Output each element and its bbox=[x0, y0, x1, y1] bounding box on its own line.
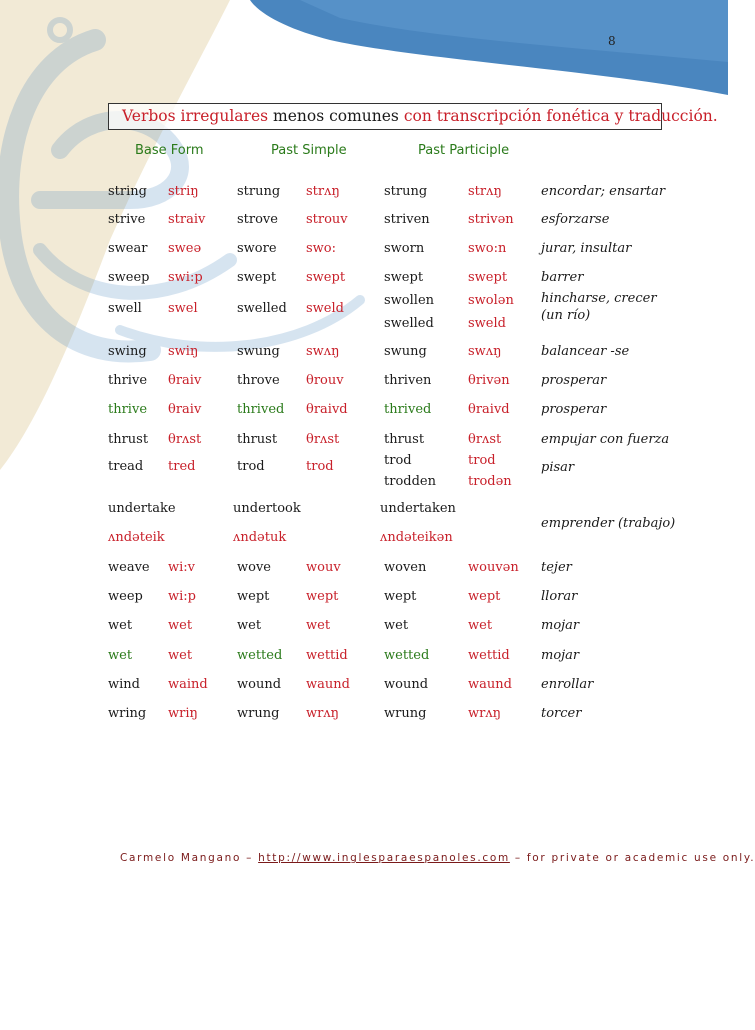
row-wring-past-phonetic: wrʌŋ bbox=[306, 706, 340, 721]
row-string-past-phonetic: strʌŋ bbox=[306, 184, 340, 199]
row-wet-regular-translation: mojar bbox=[541, 648, 580, 663]
row-strive-base-phonetic: straiv bbox=[168, 212, 206, 227]
row-tread-base: tread bbox=[108, 459, 144, 474]
row-swell-base: swell bbox=[108, 301, 142, 316]
row-weep-participle-phonetic: wept bbox=[468, 589, 501, 604]
row-strive-translation: esforzarse bbox=[541, 212, 610, 227]
row-weave-translation: tejer bbox=[541, 560, 572, 575]
row-undertake-past: undertook bbox=[233, 501, 301, 516]
row-tread-base-phonetic: tred bbox=[168, 459, 196, 474]
row-undertake-past-phonetic: ʌndətuk bbox=[233, 530, 287, 545]
row-swell-participle: swollen bbox=[384, 293, 435, 308]
row-sweep-base: sweep bbox=[108, 270, 150, 285]
row-swell-participle-alt-phonetic: sweld bbox=[468, 316, 506, 331]
row-wet-base: wet bbox=[108, 618, 133, 633]
row-swell-past-phonetic: sweld bbox=[306, 301, 344, 316]
row-thrust-participle: thrust bbox=[384, 432, 425, 447]
row-wet-regular-past: wetted bbox=[237, 648, 283, 663]
row-wind-participle-phonetic: waund bbox=[468, 677, 512, 692]
row-tread-past: trod bbox=[237, 459, 265, 474]
row-thrive-regular-past-phonetic: θraivd bbox=[306, 402, 348, 417]
row-string-base: string bbox=[108, 184, 147, 199]
row-swing-past: swung bbox=[237, 344, 280, 359]
row-weave-participle-phonetic: wouvən bbox=[468, 560, 519, 575]
row-wring-participle: wrung bbox=[384, 706, 427, 721]
row-swing-base: swing bbox=[108, 344, 147, 359]
row-thrive-regular-translation: prosperar bbox=[541, 402, 607, 417]
row-tread-past-phonetic: trod bbox=[306, 459, 334, 474]
row-swear-base-phonetic: sweə bbox=[168, 241, 202, 256]
row-thrive-past-phonetic: θrouv bbox=[306, 373, 344, 388]
row-wet-regular-participle-phonetic: wettid bbox=[468, 648, 510, 663]
row-string-base-phonetic: striŋ bbox=[168, 184, 199, 199]
row-thrive-participle: thriven bbox=[384, 373, 432, 388]
row-weep-translation: llorar bbox=[541, 589, 578, 604]
row-thrive-regular-base: thrive bbox=[108, 402, 148, 417]
row-tread-participle-alt-phonetic: trodən bbox=[468, 474, 512, 489]
row-thrive-participle-phonetic: θrivən bbox=[468, 373, 510, 388]
row-string-past: strung bbox=[237, 184, 281, 199]
row-string-participle-phonetic: strʌŋ bbox=[468, 184, 502, 199]
row-wet-regular-participle: wetted bbox=[384, 648, 430, 663]
footer bbox=[120, 852, 755, 864]
row-sweep-base-phonetic: swi:p bbox=[168, 270, 203, 285]
row-sweep-translation: barrer bbox=[541, 270, 584, 285]
row-swear-participle-phonetic: swo:n bbox=[468, 241, 507, 256]
page-title bbox=[108, 103, 718, 130]
row-thrive-base-phonetic: θraiv bbox=[168, 373, 202, 388]
row-thrive-past: throve bbox=[237, 373, 280, 388]
row-wet-past-phonetic: wet bbox=[306, 618, 331, 633]
row-tread-participle: trod bbox=[384, 453, 412, 468]
title-part-less-common: menos comunes bbox=[268, 107, 404, 125]
row-wet-regular-past-phonetic: wettid bbox=[306, 648, 348, 663]
row-thrive-regular-base-phonetic: θraiv bbox=[168, 402, 202, 417]
row-wring-base-phonetic: wriŋ bbox=[168, 706, 198, 721]
title-part-transcription: con transcripción fonética y traducción. bbox=[403, 107, 718, 125]
row-wind-past-phonetic: waund bbox=[306, 677, 350, 692]
row-strive-participle: striven bbox=[384, 212, 430, 227]
row-thrive-regular-participle-phonetic: θraivd bbox=[468, 402, 510, 417]
row-strive-past: strove bbox=[237, 212, 278, 227]
row-wind-base: wind bbox=[108, 677, 140, 692]
row-wring-participle-phonetic: wrʌŋ bbox=[468, 706, 502, 721]
row-weave-base: weave bbox=[108, 560, 150, 575]
row-swell-translation-alt: (un río) bbox=[541, 308, 591, 323]
row-sweep-past: swept bbox=[237, 270, 277, 285]
row-swear-translation: jurar, insultar bbox=[541, 241, 632, 256]
row-undertake-translation: emprender (trabajo) bbox=[541, 516, 676, 531]
row-weave-participle: woven bbox=[384, 560, 427, 575]
footer-usage-note: – for private or academic use only. bbox=[509, 852, 755, 864]
footer-website-link[interactable]: http://www.inglesparaespanoles.com bbox=[258, 852, 510, 864]
title-part-verbs: Verbos irregulares bbox=[122, 107, 269, 125]
row-wind-past: wound bbox=[237, 677, 282, 692]
row-undertake-base: undertake bbox=[108, 501, 176, 516]
row-swell-participle-phonetic: swolən bbox=[468, 293, 514, 308]
row-thrive-regular-participle: thrived bbox=[384, 402, 432, 417]
row-thrust-translation: empujar con fuerza bbox=[541, 432, 670, 447]
row-wet-participle: wet bbox=[384, 618, 409, 633]
row-thrive-base: thrive bbox=[108, 373, 148, 388]
row-undertake-participle: undertaken bbox=[380, 501, 456, 516]
row-undertake-participle-phonetic: ʌndəteikən bbox=[380, 530, 453, 545]
row-thrust-base-phonetic: θrʌst bbox=[168, 432, 202, 447]
row-swing-past-phonetic: swʌŋ bbox=[306, 344, 340, 359]
row-thrust-base: thrust bbox=[108, 432, 149, 447]
row-wring-past: wrung bbox=[237, 706, 280, 721]
row-tread-participle-phonetic: trod bbox=[468, 453, 496, 468]
row-sweep-past-phonetic: swept bbox=[306, 270, 346, 285]
row-string-participle: strung bbox=[384, 184, 428, 199]
row-thrive-regular-past: thrived bbox=[237, 402, 285, 417]
row-swell-past: swelled bbox=[237, 301, 287, 316]
page-number: 8 bbox=[608, 34, 616, 48]
row-wet-regular-base-phonetic: wet bbox=[168, 648, 193, 663]
row-weave-past-phonetic: wouv bbox=[306, 560, 341, 575]
row-weave-base-phonetic: wi:v bbox=[168, 560, 196, 575]
row-swell-translation: hincharse, crecer bbox=[541, 291, 657, 306]
row-swear-past-phonetic: swo: bbox=[306, 241, 337, 256]
row-sweep-participle: swept bbox=[384, 270, 424, 285]
row-thrust-past: thrust bbox=[237, 432, 278, 447]
row-swell-participle-alt: swelled bbox=[384, 316, 434, 331]
row-weep-past-phonetic: wept bbox=[306, 589, 339, 604]
row-swear-participle: sworn bbox=[384, 241, 425, 256]
row-weep-base-phonetic: wi:p bbox=[168, 589, 196, 604]
column-header-past-simple: Past Simple bbox=[271, 143, 347, 158]
row-tread-translation: pisar bbox=[541, 460, 575, 475]
row-wring-translation: torcer bbox=[541, 706, 582, 721]
row-wind-participle: wound bbox=[384, 677, 429, 692]
row-thrust-past-phonetic: θrʌst bbox=[306, 432, 340, 447]
column-header-base-form: Base Form bbox=[135, 143, 204, 158]
row-swing-participle-phonetic: swʌŋ bbox=[468, 344, 502, 359]
row-swear-past: swore bbox=[237, 241, 277, 256]
row-swell-base-phonetic: swel bbox=[168, 301, 198, 316]
row-wring-base: wring bbox=[108, 706, 147, 721]
row-tread-participle-alt: trodden bbox=[384, 474, 436, 489]
row-wet-past: wet bbox=[237, 618, 262, 633]
row-weep-base: weep bbox=[108, 589, 143, 604]
row-wet-base-phonetic: wet bbox=[168, 618, 193, 633]
row-swing-base-phonetic: swiŋ bbox=[168, 344, 199, 359]
row-strive-base: strive bbox=[108, 212, 146, 227]
row-weave-past: wove bbox=[237, 560, 271, 575]
row-wet-participle-phonetic: wet bbox=[468, 618, 493, 633]
row-undertake-base-phonetic: ʌndəteik bbox=[108, 530, 165, 545]
row-thrust-participle-phonetic: θrʌst bbox=[468, 432, 502, 447]
row-string-translation: encordar; ensartar bbox=[541, 184, 666, 199]
column-header-past-participle: Past Participle bbox=[418, 143, 510, 158]
row-swing-translation: balancear -se bbox=[541, 344, 630, 359]
row-weep-participle: wept bbox=[384, 589, 417, 604]
row-thrive-translation: prosperar bbox=[541, 373, 607, 388]
row-weep-past: wept bbox=[237, 589, 270, 604]
row-wind-base-phonetic: waind bbox=[168, 677, 208, 692]
row-swing-participle: swung bbox=[384, 344, 427, 359]
row-wet-regular-base: wet bbox=[108, 648, 133, 663]
row-wind-translation: enrollar bbox=[541, 677, 594, 692]
row-swear-base: swear bbox=[108, 241, 148, 256]
row-sweep-participle-phonetic: swept bbox=[468, 270, 508, 285]
footer-author: Carmelo Mangano – bbox=[120, 852, 259, 864]
row-strive-past-phonetic: strouv bbox=[306, 212, 348, 227]
row-strive-participle-phonetic: strivən bbox=[468, 212, 514, 227]
row-wet-translation: mojar bbox=[541, 618, 580, 633]
